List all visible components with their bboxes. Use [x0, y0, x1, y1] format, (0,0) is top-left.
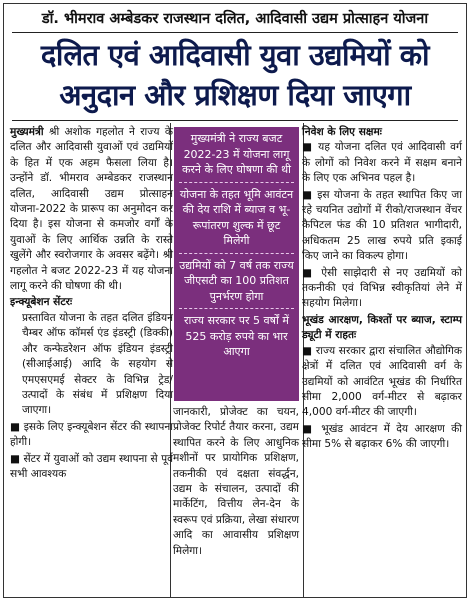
news-clipping	[3, 3, 467, 598]
incubation-paragraph: प्रस्तावित योजना के तहत दलित इंडियन चैम्बर ऑफ कॉमर्स एंड इंडस्ट्री (डिक्की) और कन्फेडरेशन ऑफ इंडियन इंडस्ट्री (सीआईआई) आदि के सहयोग से एमएसएमई सेक्टर के विभिन्न ट्रेड/उत्पादों के संबंध में प्रशिक्षण दिया जाएगा।	[22, 311, 173, 417]
highlight-item-1: मुख्यमंत्री ने राज्य बजट 2022-23 में योजना लागू करने के लिए घोषणा की थी	[179, 131, 294, 183]
divider-headline	[12, 120, 458, 121]
highlight-box	[174, 127, 299, 401]
middle-column	[169, 405, 303, 560]
right-bullet-5-text: भूखंड आवंटन में देय आरक्षण की सीमा 5% से बढ़ाकर 6% की जाएगी।	[302, 422, 463, 451]
right-bullet-4-text: राज्य सरकार द्वारा संचालित औद्योगिक क्षेत्रों में दलित एवं आदिवासी वर्ग के उद्यमियों को आवंटित भूखंड की निर्धारित सीमा 2,000 वर्ग-मीटर से बढ़ाकर 4,000 वर्ग-मीटर की जाएगी।	[302, 344, 462, 419]
right-bullet-3-text: ऐसी साझेदारी से नए उद्यमियों को तकनीकी एवं विभिन्न स्वीकृतियां लेने में सहयोग मिलेगा।	[302, 266, 463, 310]
square-bullet-icon: ■	[302, 422, 315, 435]
intro-paragraph	[10, 125, 173, 294]
right-bullet-3	[302, 266, 462, 312]
square-bullet-icon: ■	[302, 188, 313, 201]
left-bullet-1	[10, 420, 173, 451]
headline-line-2: अनुदान और प्रशिक्षण दिया जाएगा	[59, 78, 411, 112]
intro-body: श्री अशोक गहलोत ने राज्य के दलित और आदिवासी युवाओं एवं उद्यमियों के हित में एक अहम फैसला लिया है। उन्होंने डॉ. भीमराव अम्बेडकर राजस्थान दलित, आदिवासी उद्यम प्रोत्साहन योजना-2022 के प्रारूप का अनुमोदन कर दिया है। इस योजना से कमजोर वर्गों के युवाओं के लिए आर्थिक उन्नति के रास्ते खुलेंगे और स्वरोजगार के अवसर बढ़ेंगे। श्री गहलोत ने बजट 2022-23 में यह योजना लागू करने की घोषणा की थी।	[10, 126, 173, 293]
highlight-item-3: उद्यमियों को 7 वर्ष तक राज्य जीएसटी का 100 प्रतिशत पुनर्भरण होगा	[179, 258, 294, 310]
subhead-plot-reservation: भूखंड आरक्षण, किश्तों पर ब्याज, स्टाम्प ड्यूटी में राहतः	[302, 313, 462, 342]
square-bullet-icon: ■	[10, 452, 21, 465]
left-bullet-1-text: इसके लिए इन्क्यूबेशन सेंटर की स्थापना होगी।	[10, 420, 173, 449]
subhead-investment: निवेश के लिए सक्षमः	[302, 126, 382, 138]
right-column	[302, 125, 462, 454]
right-bullet-5	[302, 422, 462, 453]
right-bullet-1	[302, 140, 462, 186]
square-bullet-icon: ■	[302, 344, 313, 357]
highlight-item-2: योजना के तहत भूमि आवंटन की देय राशि में ब्याज व भू-रूपांतरण शुल्क में छूट मिलेगी	[179, 187, 294, 254]
left-bullet-2	[10, 452, 173, 483]
right-bullet-4	[302, 344, 462, 421]
square-bullet-icon: ■	[10, 420, 21, 433]
right-bullet-2	[302, 188, 462, 265]
middle-paragraph: जानकारी, प्रोजेक्ट का चयन, प्रोजेक्ट रिपोर्ट तैयार करना, उद्यम स्थापित करने के लिए आधुनिक मशीनों पर प्रायोगिक प्रशिक्षण, तकनीकी एवं दक्षता संवर्द्धन, उद्यम के संचालन, उत्पादों की मार्केटिंग, वित्तीय लेन-देन के स्वरूप एवं प्रक्रिया, लेखा संधारण आदि का आवासीय प्रशिक्षण मिलेगा।	[173, 406, 299, 557]
scheme-title: डॉ. भीमराव अम्बेडकर राजस्थान दलित, आदिवासी उद्यम प्रोत्साहन योजना	[41, 11, 429, 27]
headline-line-1: दलित एवं आदिवासी युवा उद्यमियों को	[40, 38, 430, 72]
divider-top	[12, 32, 458, 33]
square-bullet-icon: ■	[302, 141, 314, 154]
square-bullet-icon: ■	[302, 266, 315, 279]
right-bullet-2-text: इस योजना के तहत स्थापित किए जा रहे चयनित उद्योगों में रीको/राजस्थान वेंचर कैपिटल फंड की 10 प्रतिशत भागीदारी, अधिकतम 25 लाख रुपये प्रति इकाई किए जाने का विकल्प होगा।	[302, 188, 462, 263]
intro-lead: मुख्यमंत्री	[10, 126, 44, 138]
left-column	[10, 125, 173, 483]
highlight-item-4: राज्य सरकार पर 5 वर्षों में 525 करोड़ रुपये का भार आएगा	[184, 314, 289, 358]
right-bullet-1-text: यह योजना दलित एवं आदिवासी वर्ग के लोगों को निवेश करने में सक्षम बनाने के लिए एक अभिनव पहल है।	[302, 141, 463, 185]
subhead-incubation: इन्क्यूबेशन सेंटरः	[10, 296, 73, 309]
left-bullet-2-text: सेंटर में युवाओं को उद्यम स्थापना से पूर्व सभी आवश्यक	[10, 452, 173, 480]
